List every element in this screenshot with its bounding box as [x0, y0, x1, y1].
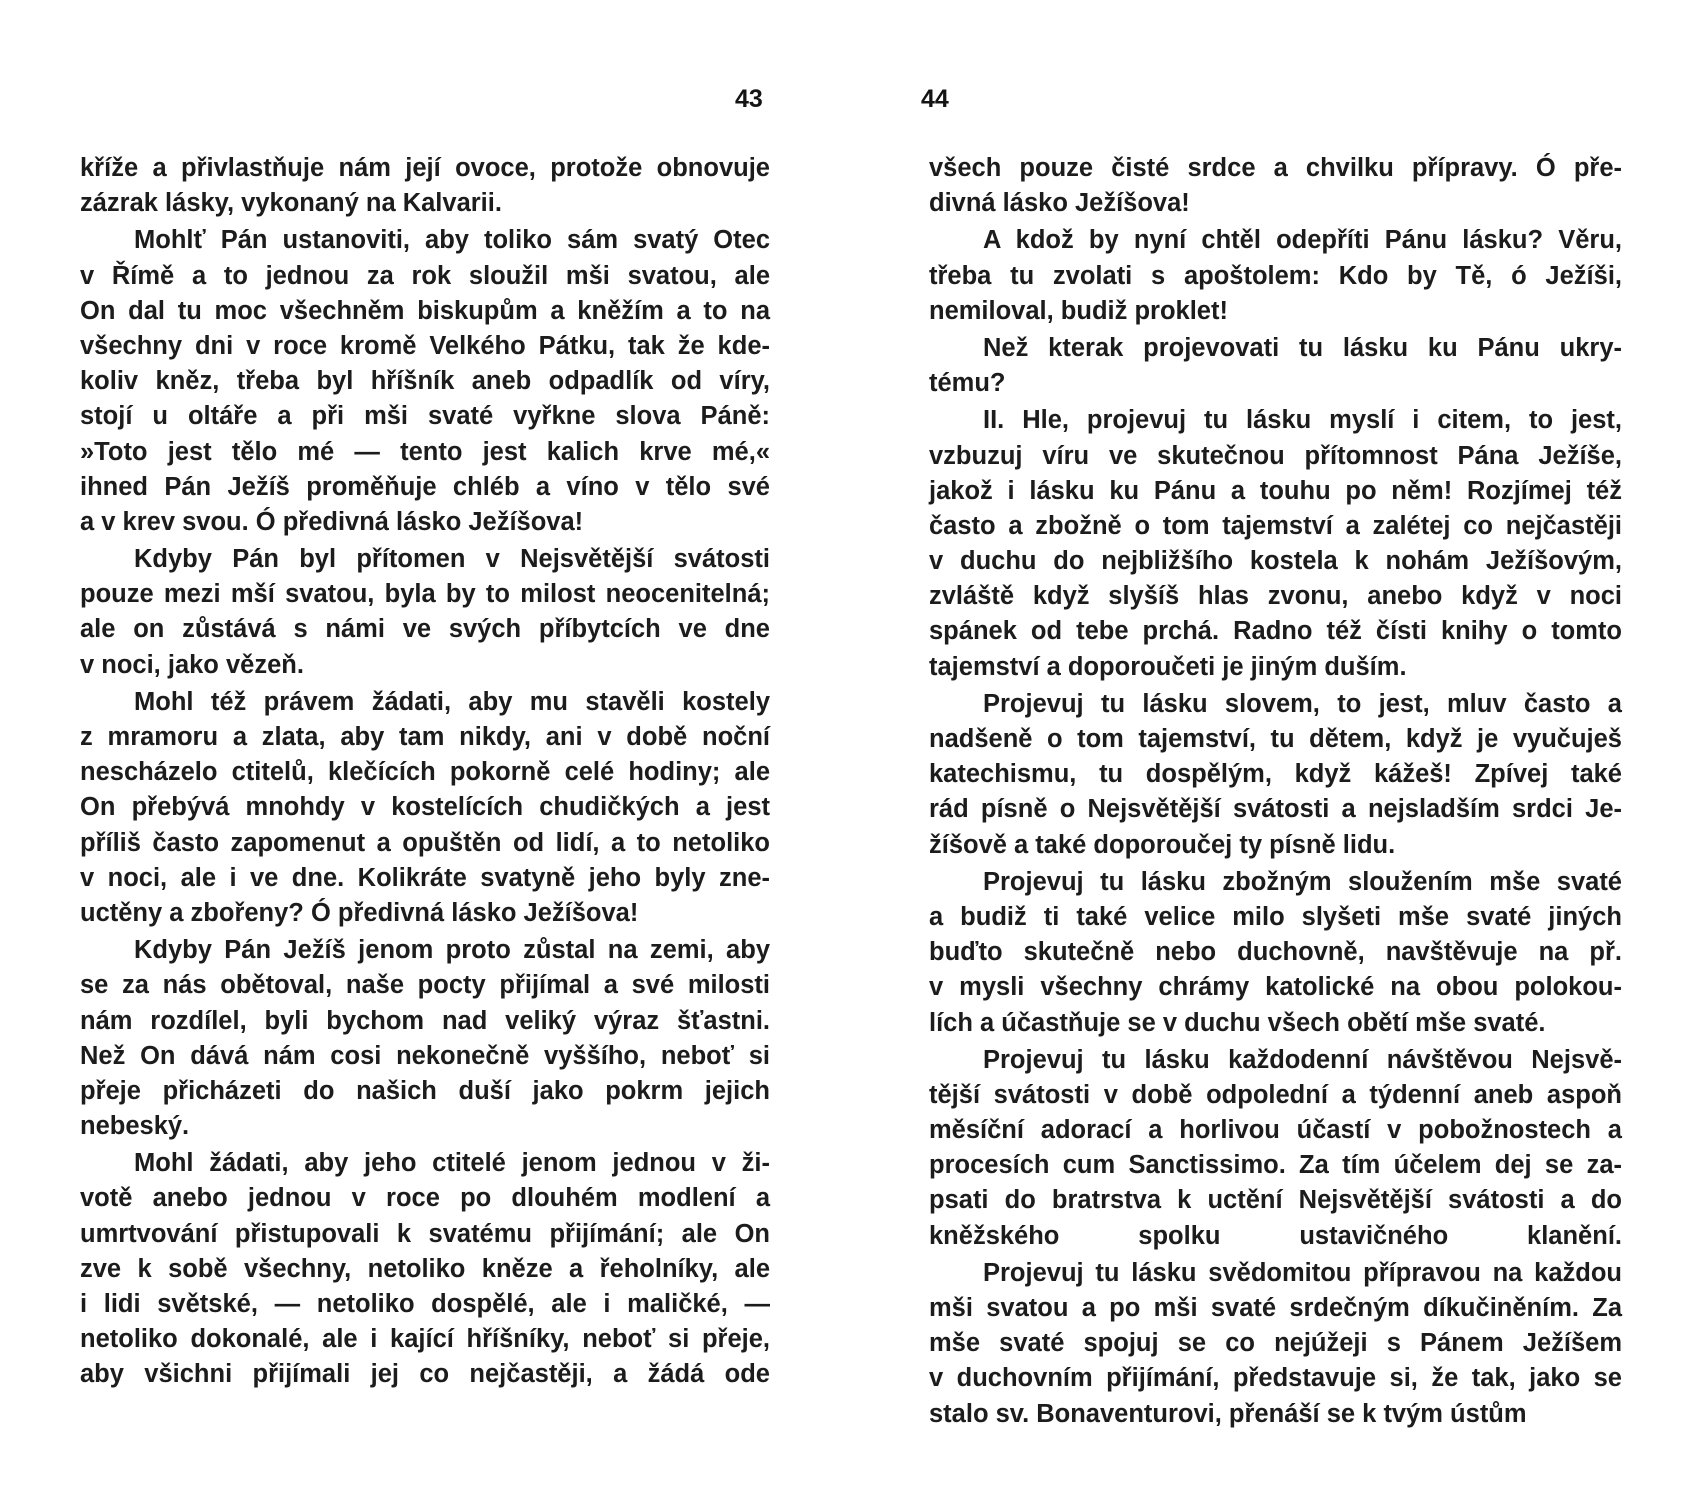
text-line: votě anebo jednou v roce po dlouhém modlení a [80, 1184, 770, 1213]
page-number-left: 43 [735, 85, 763, 113]
text-line: Projevuj tu lásku každodenní návštěvou Nejsvě- [983, 1045, 1622, 1074]
text-line: kříže a přivlastňuje nám její ovoce, protože obnovuje [80, 154, 770, 182]
text-line: pouze mezi mší svatou, byla by to milost neocenitelná; [80, 580, 770, 609]
text-line: Projevuj tu lásku svědomitou přípravou na každou [983, 1258, 1622, 1287]
paragraph [929, 687, 1622, 863]
text-line: netoliko dokonalé, ale i kající hříšníky, neboť si přeje, [80, 1325, 770, 1354]
page-right-text [929, 151, 1622, 1432]
paragraph [929, 223, 1622, 329]
paragraph [929, 865, 1622, 1041]
text-line: rád písně o Nejsvětější svátosti a nejsladším srdci Je- [929, 795, 1622, 824]
text-line: nadšeně o tom tajemství, tu dětem, když je vyučuješ [929, 725, 1622, 753]
text-line: nescházelo ctitelů, klečících pokorně celé hodiny; ale [80, 758, 770, 787]
text-line: katechismu, tu dospělým, když kážeš! Zpívej také [929, 760, 1622, 789]
text-line: v mysli všechny chrámy katolické na obou polokou- [929, 973, 1622, 1002]
text-line: třeba tu zvolati s apoštolem: Kdo by Tě, ó Ježíši, [929, 261, 1622, 290]
text-line: Mohl též právem žádati, aby mu stavěli kostely [134, 687, 770, 716]
text-line: nebeský. [80, 1112, 190, 1141]
text-line: z mramoru a zlata, aby tam nikdy, ani v době noční [80, 723, 770, 751]
text-line: On dal tu moc všechněm biskupům a kněžím a to na [80, 296, 770, 325]
text-line: žíšově a také doporoučej ty písně lidu. [929, 830, 1396, 859]
text-line: ihned Pán Ježíš proměňuje chléb a víno v tělo své [80, 472, 770, 501]
text-line: Kdyby Pán byl přítomen v Nejsvětější svátosti [134, 545, 770, 574]
paragraph [929, 1256, 1622, 1432]
text-line: měsíční adorací a horlivou účastí v pobožnostech a [929, 1116, 1622, 1145]
text-line: zázrak lásky, vykonaný na Kalvarii. [80, 189, 502, 218]
text-line: procesích cum Sanctissimo. Za tím účelem dej se za- [929, 1151, 1622, 1180]
text-line: koliv kněz, třeba byl hříšník aneb odpadlík od víry, [80, 367, 770, 396]
text-line: i lidi světské, — netoliko dospělé, ale i maličké, — [80, 1290, 770, 1318]
text-line: Než kterak projevovati tu lásku ku Pánu ukry- [983, 333, 1622, 362]
text-line: přeje přicházeti do našich duší jako pokrm jejich [80, 1076, 770, 1105]
text-line: ale on zůstává s námi ve svých příbytcích ve dne [80, 615, 770, 644]
paragraph [80, 933, 770, 1144]
text-line: jakož i lásku ku Pánu a touhu po něm! Rozjímej též [929, 476, 1622, 505]
text-line: kněžského spolku ustavičného klanění. [929, 1221, 1622, 1250]
paragraph [80, 542, 770, 683]
text-line: psati do bratrstva k uctění Nejsvětější svátosti a do [929, 1186, 1622, 1215]
text-line: On přebývá mnohdy v kostelících chudičkých a jest [80, 793, 770, 822]
text-line: Mohl žádati, aby jeho ctitelé jenom jednou v ži- [134, 1149, 770, 1178]
paragraph [929, 331, 1622, 401]
text-line: tému? [929, 369, 1006, 398]
page-number-right: 44 [921, 85, 949, 113]
text-line: aby všichni přijímali jej co nejčastěji, a žádá ode [80, 1360, 770, 1389]
text-line: v duchu do nejbližšího kostela k nohám Ježíšovým, [929, 547, 1622, 576]
text-line: se za nás obětoval, naše pocty přijímal a své milosti [80, 971, 770, 1000]
text-line: »Toto jest tělo mé — tento jest kalich krve mé,« [80, 437, 770, 466]
text-line: v noci, ale i ve dne. Kolikráte svatyně jeho byly zne- [80, 863, 770, 892]
paragraph [80, 223, 770, 540]
text-line: nám rozdílel, byli bychom nad veliký výraz šťastni. [80, 1006, 770, 1035]
text-line: příliš často zapomenut a opuštěn od lidí, a to netoliko [80, 828, 770, 857]
text-line: buďto skutečně nebo duchovně, navštěvuje na př. [929, 938, 1622, 967]
text-line: často a zbožně o tom tajemství a zalétej co nejčastěji [929, 511, 1622, 540]
paragraph [929, 1043, 1622, 1254]
page-left-text [80, 151, 770, 1393]
text-line: tější svátosti v době odpolední a týdenní aneb aspoň [929, 1080, 1622, 1109]
text-line: umrtvování přistupovali k svatému přijímání; ale On [80, 1219, 770, 1248]
text-line: zve k sobě všechny, netoliko kněze a řeholníky, ale [80, 1254, 770, 1283]
text-line: Projevuj tu lásku slovem, to jest, mluv často a [983, 689, 1622, 718]
text-line: všechny dni v roce kromě Velkého Pátku, tak že kde- [80, 331, 770, 360]
paragraph [80, 1146, 770, 1392]
text-line: mše svaté spojuj se co nejúžeji s Pánem Ježíšem [929, 1329, 1622, 1358]
text-line: v Římě a to jednou za rok sloužil mši svatou, ale [80, 261, 770, 290]
text-line: uctěny a zbořeny? Ó předivná lásko Ježíšova! [80, 898, 639, 927]
text-line: stojí u oltáře a při mši svaté vyřkne slova Páně: [80, 402, 770, 431]
paragraph [929, 151, 1622, 221]
text-line: nemiloval, budiž proklet! [929, 296, 1228, 325]
text-line: a budiž ti také velice milo slyšeti mše svaté jiných [929, 902, 1622, 931]
text-line: mši svatou a po mši svaté srdečným díkučiněním. Za [929, 1294, 1622, 1322]
text-line: stalo sv. Bonaventurovi, přenáší se k tvým ústům [929, 1399, 1527, 1428]
text-line: divná lásko Ježíšova! [929, 189, 1190, 218]
paragraph [80, 151, 770, 221]
text-line: Mohlť Pán ustanoviti, aby toliko sám svatý Otec [134, 226, 770, 255]
text-line: Než On dává nám cosi nekonečně vyššího, neboť si [80, 1041, 770, 1070]
text-line: vzbuzuj víru ve skutečnou přítomnost Pána Ježíše, [929, 441, 1622, 470]
text-line: II. Hle, projevuj tu lásku myslí i citem, to jest, [983, 406, 1622, 435]
paragraph [80, 685, 770, 931]
text-line: lích a účastňuje se v duchu všech obětí mše svaté. [929, 1008, 1546, 1037]
text-line: Projevuj tu lásku zbožným sloužením mše svaté [983, 867, 1622, 896]
text-line: všech pouze čisté srdce a chvilku přípravy. Ó pře- [929, 154, 1622, 182]
paragraph [929, 403, 1622, 685]
text-line: a v krev svou. Ó předivná lásko Ježíšova! [80, 507, 584, 536]
text-line: v duchovním přijímání, představuje si, že tak, jako se [929, 1364, 1622, 1393]
text-line: v noci, jako vězeň. [80, 650, 304, 679]
text-line: A kdož by nyní chtěl odepříti Pánu lásku? Věru, [983, 226, 1622, 255]
text-line: Kdyby Pán Ježíš jenom proto zůstal na zemi, aby [134, 936, 770, 965]
text-line: spánek od tebe prchá. Radno též čísti knihy o tomto [929, 617, 1622, 646]
text-line: zvláště když slyšíš hlas zvonu, anebo když v noci [929, 582, 1622, 611]
text-line: tajemství a doporoučeti je jiným duším. [929, 652, 1407, 681]
